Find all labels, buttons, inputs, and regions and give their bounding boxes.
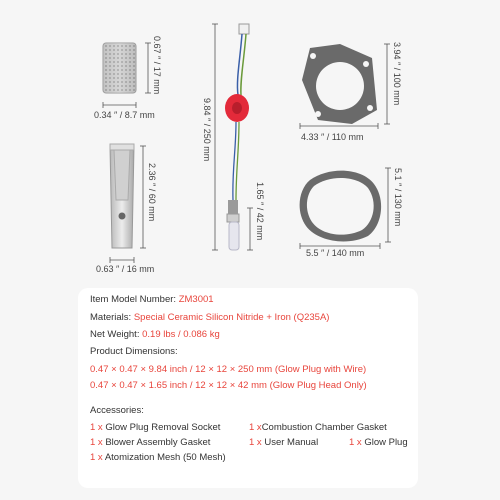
socket-height-label: 2.36 ″ / 60 mm bbox=[147, 163, 157, 222]
accessory-item bbox=[249, 422, 387, 433]
accessory-item bbox=[90, 452, 226, 463]
model-value: ZM3001 bbox=[178, 294, 214, 305]
weight-label: Net Weight: bbox=[90, 329, 140, 340]
chamber-gasket-width-label: 4.33 ″ / 110 mm bbox=[301, 132, 364, 142]
socket-width-label: 0.63 ″ / 16 mm bbox=[96, 264, 155, 274]
glowplug-head-label: 1.65 ″ / 42 mm bbox=[255, 182, 265, 241]
model-row bbox=[90, 294, 214, 305]
accessory-qty: 1 x bbox=[90, 437, 103, 448]
glowplug-length-label: 9.84 ″ / 250 mm bbox=[202, 98, 212, 162]
accessory-name: Glow Plug bbox=[364, 437, 408, 448]
glow-plug-image bbox=[225, 24, 249, 250]
accessory-name: User Manual bbox=[264, 437, 319, 448]
dims-label: Product Dimensions: bbox=[90, 346, 178, 357]
blower-gasket-height-label: 5.1 ″ / 130 mm bbox=[393, 168, 403, 227]
accessory-qty: 1 x bbox=[249, 422, 262, 433]
accessories-title: Accessories: bbox=[90, 405, 144, 416]
model-label: Item Model Number: bbox=[90, 294, 177, 305]
mesh-height-label: 0.67 ″ / 17 mm bbox=[152, 36, 162, 95]
weight-row bbox=[90, 329, 220, 340]
blower-gasket-width-label: 5.5 ″ / 140 mm bbox=[306, 248, 365, 258]
chamber-gasket-height-label: 3.94 ″ / 100 mm bbox=[392, 42, 402, 106]
accessory-item bbox=[90, 422, 220, 433]
accessory-qty: 1 x bbox=[249, 437, 262, 448]
materials-label: Materials: bbox=[90, 312, 132, 323]
dims-line-2: 0.47 × 0.47 × 1.65 inch / 12 × 12 × 42 mm (Glow Plug Head Only) bbox=[90, 380, 367, 391]
accessory-qty: 1 x bbox=[349, 437, 362, 448]
accessory-qty: 1 x bbox=[90, 422, 103, 433]
combustion-chamber-gasket-image bbox=[302, 44, 377, 124]
atomization-mesh-image bbox=[103, 43, 136, 93]
blower-assembly-gasket-image bbox=[300, 171, 382, 242]
accessory-item bbox=[349, 437, 408, 448]
accessory-name: Glow Plug Removal Socket bbox=[105, 422, 221, 433]
accessory-name: Combustion Chamber Gasket bbox=[261, 422, 387, 433]
materials-value: Special Ceramic Silicon Nitride + Iron (Q235A) bbox=[133, 312, 330, 323]
accessory-name: Atomization Mesh (50 Mesh) bbox=[104, 452, 226, 463]
accessory-item bbox=[90, 437, 210, 448]
dims-line-1: 0.47 × 0.47 × 9.84 inch / 12 × 12 × 250 mm (Glow Plug with Wire) bbox=[90, 364, 367, 375]
accessory-item bbox=[249, 437, 318, 448]
accessory-qty: 1 x bbox=[90, 452, 103, 463]
accessory-name: Blower Assembly Gasket bbox=[105, 437, 211, 448]
mesh-width-label: 0.34 ″ / 8.7 mm bbox=[94, 110, 155, 120]
materials-row bbox=[90, 312, 329, 323]
removal-socket-image bbox=[110, 144, 134, 248]
weight-value: 0.19 lbs / 0.086 kg bbox=[142, 329, 220, 340]
